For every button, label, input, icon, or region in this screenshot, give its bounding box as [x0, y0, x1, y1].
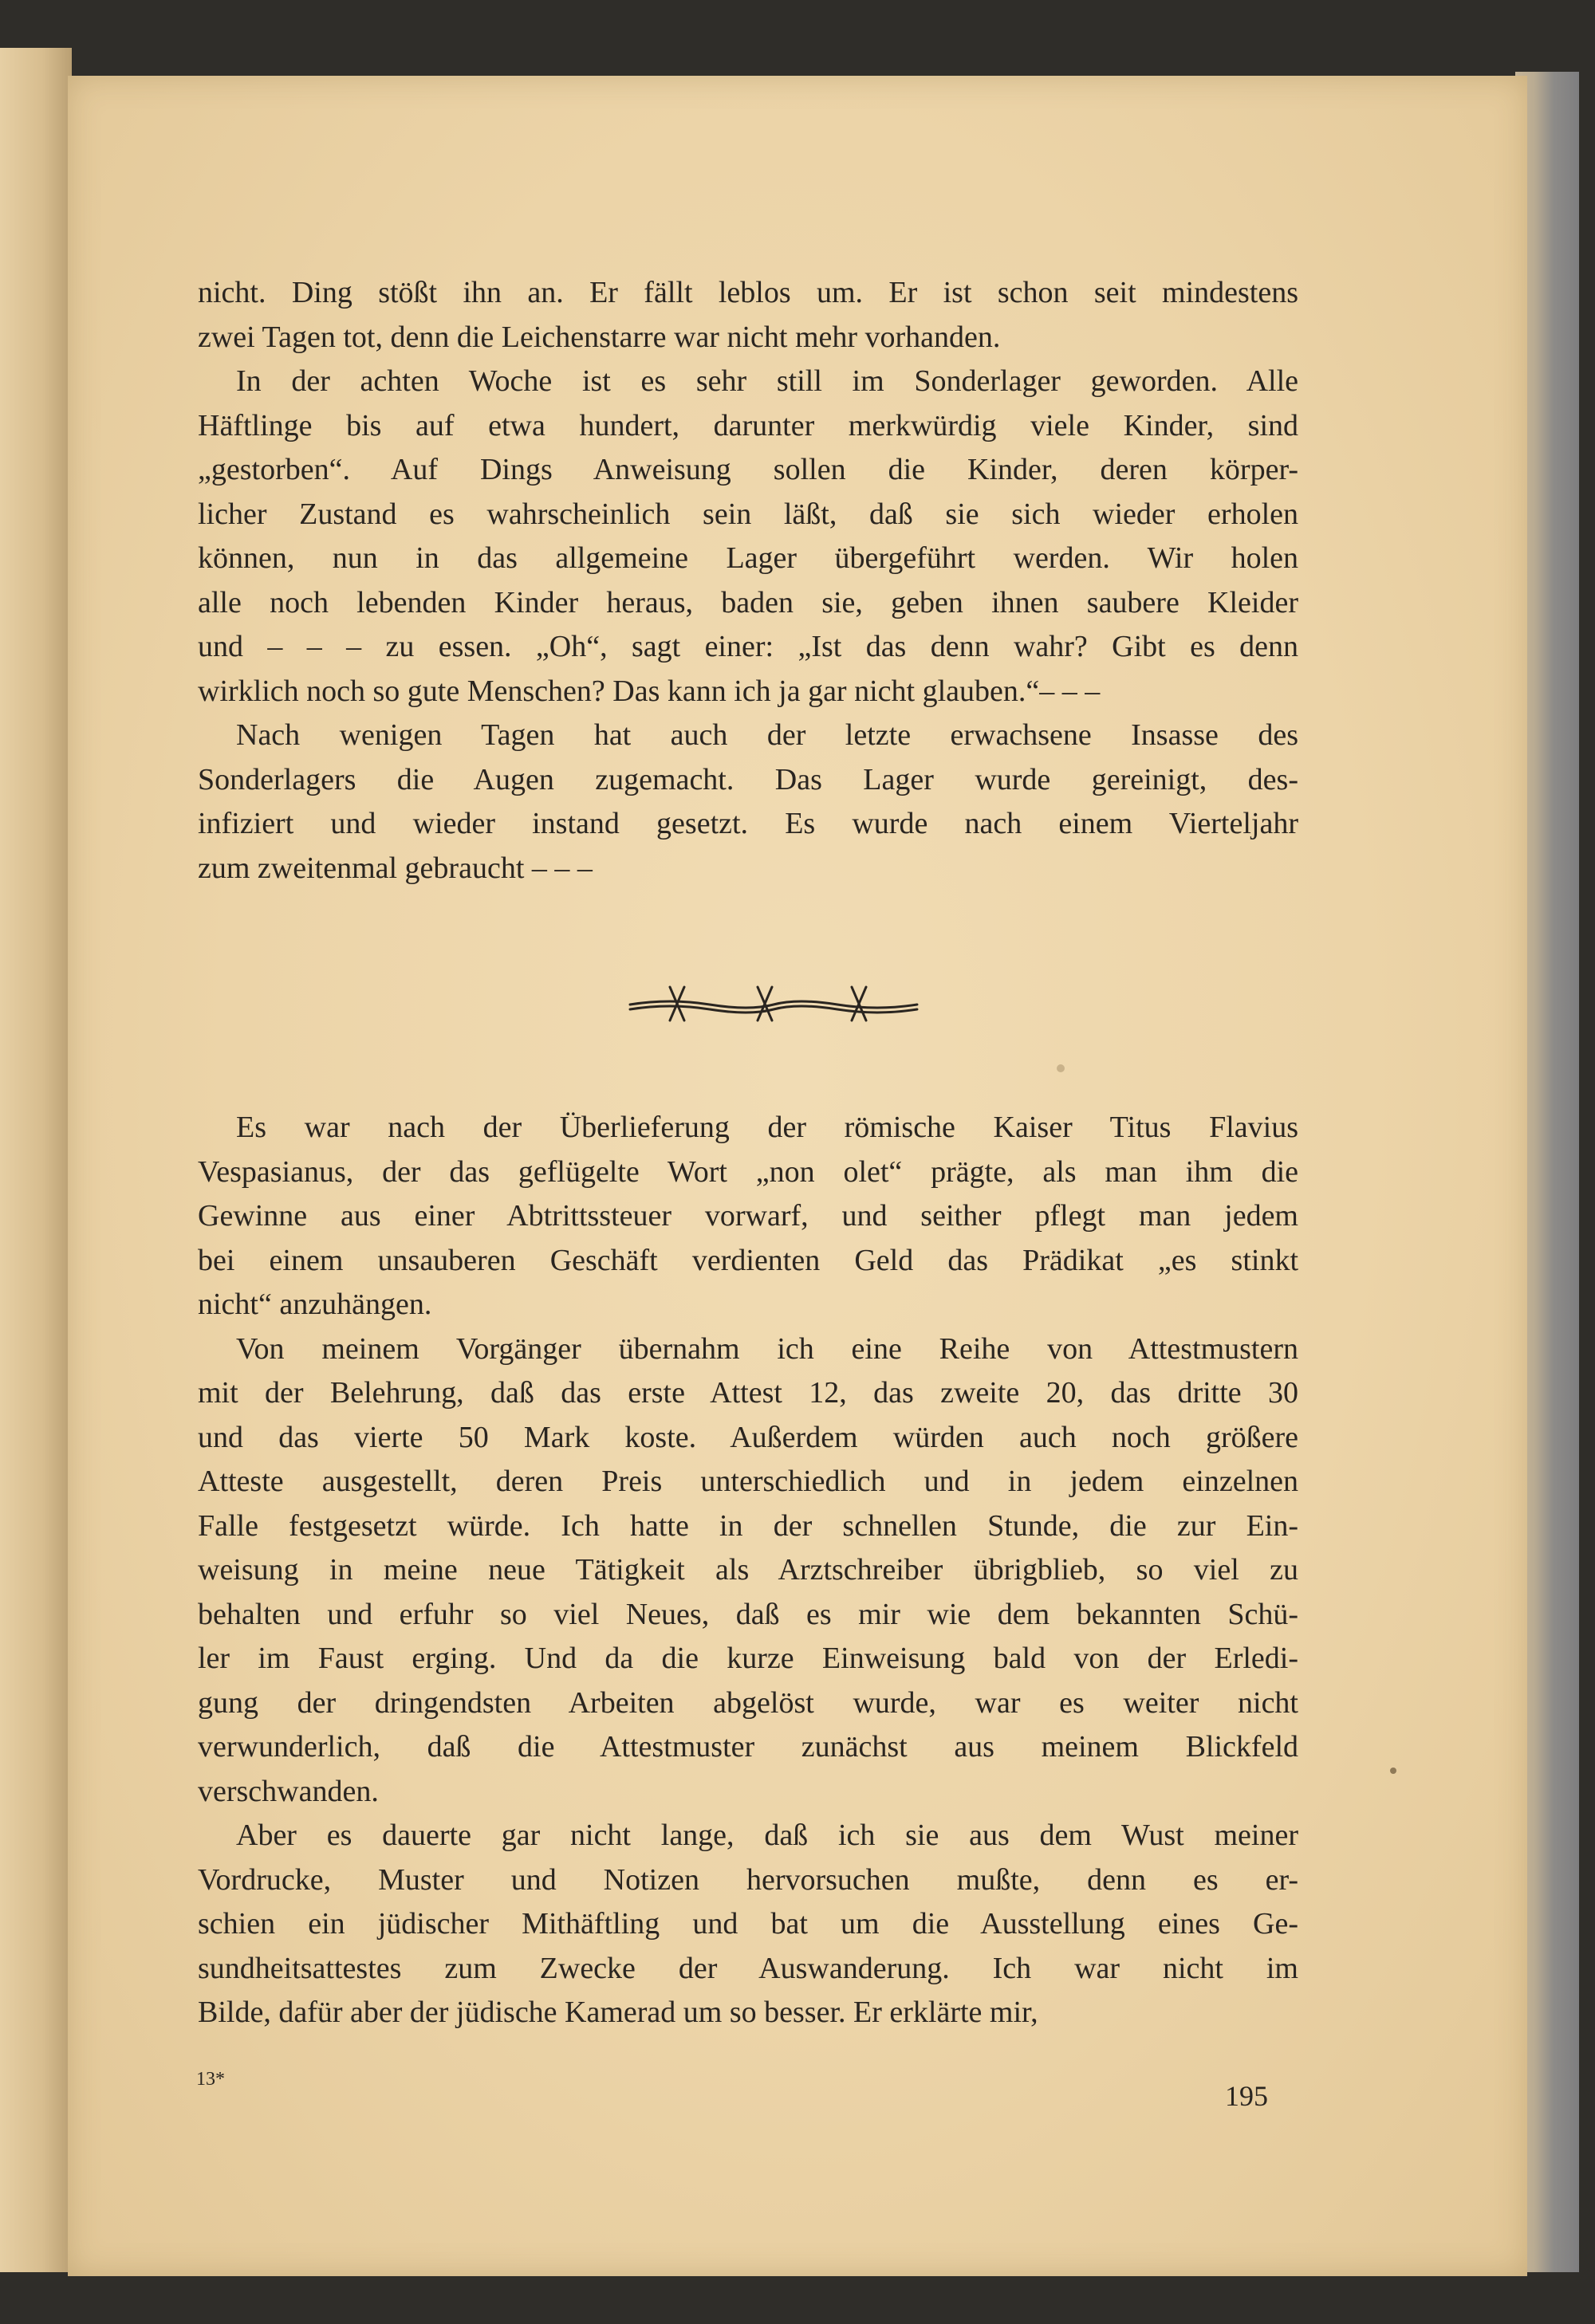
- paragraph: [198, 360, 1298, 714]
- text-line: zwei Tagen tot, denn die Leichenstarre war nicht mehr vorhanden.: [198, 320, 1001, 354]
- text-line: Es war nach der Überlieferung der römische Kaiser Titus Flavius: [236, 1111, 1298, 1144]
- text-line: „gestorben“. Auf Dings Anweisung sollen die Kinder, deren körper-: [198, 453, 1298, 486]
- text-line: Atteste ausgestellt, deren Preis unterschiedlich und in jedem einzelnen: [198, 1465, 1298, 1498]
- body-text: [198, 271, 1298, 2035]
- text-line: Vespasianus, der das geflügelte Wort „non olet“ prägte, als man ihm die: [198, 1154, 1298, 1189]
- signature-mark: 13*: [196, 2069, 225, 2090]
- text-line: ler im Faust erging. Und da die kurze Einweisung bald von der Erledi-: [198, 1642, 1298, 1675]
- text-line: und das vierte 50 Mark koste. Außerdem würden auch noch größere: [198, 1420, 1298, 1454]
- paragraph: [198, 1814, 1298, 2035]
- page-number: 195: [1225, 2080, 1268, 2112]
- paragraph: [198, 714, 1298, 891]
- text-line: Aber es dauerte gar nicht lange, daß ich sie aus dem Wust meiner: [236, 1819, 1298, 1852]
- text-line: Vordrucke, Muster und Notizen hervorsuchen mußte, denn es er-: [198, 1862, 1298, 1897]
- text-line: gung der dringendsten Arbeiten abgelöst wurde, war es weiter nicht: [198, 1685, 1298, 1720]
- text-line: mit der Belehrung, daß das erste Attest 12, das zweite 20, das dritte 30: [198, 1376, 1298, 1410]
- barbed-wire-ornament: [622, 979, 925, 1027]
- text-line: Falle festgesetzt würde. Ich hatte in der schnellen Stunde, die zur Ein-: [198, 1508, 1298, 1543]
- text-line: infiziert und wieder instand gesetzt. Es wurde nach einem Vierteljahr: [198, 807, 1298, 840]
- text-line: weisung in meine neue Tätigkeit als Arztschreiber übrigblieb, so viel zu: [198, 1553, 1298, 1587]
- text-line: Nach wenigen Tagen hat auch der letzte erwachsene Insasse des: [236, 718, 1298, 752]
- text-line: alle noch lebenden Kinder heraus, baden sie, geben ihnen saubere Kleider: [198, 585, 1298, 619]
- text-line: Häftlinge bis auf etwa hundert, darunter merkwürdig viele Kinder, sind: [198, 408, 1298, 442]
- text-line: Bilde, dafür aber der jüdische Kamerad um so besser. Er erklärte mir,: [198, 1996, 1038, 2029]
- text-line: verwunderlich, daß die Attestmuster zunächst aus meinem Blickfeld: [198, 1730, 1298, 1764]
- text-line: Von meinem Vorgänger übernahm ich eine Reihe von Attestmustern: [236, 1331, 1298, 1366]
- paragraph: [198, 1106, 1298, 1327]
- text-line: Gewinne aus einer Abtrittssteuer vorwarf, und seither pflegt man jedem: [198, 1199, 1298, 1233]
- text-line: licher Zustand es wahrscheinlich sein läßt, daß sie sich wieder erholen: [198, 497, 1298, 531]
- text-line: nicht. Ding stößt ihn an. Er fällt leblos um. Er ist schon seit mindestens: [198, 276, 1298, 309]
- text-line: behalten und erfuhr so viel Neues, daß es mir wie dem bekannten Schü-: [198, 1597, 1298, 1631]
- paragraph: [198, 271, 1298, 360]
- text-line: verschwanden.: [198, 1774, 379, 1808]
- text-line: Sonderlagers die Augen zugemacht. Das Lager wurde gereinigt, des-: [198, 762, 1298, 796]
- text-line: zum zweitenmal gebraucht – – –: [198, 851, 593, 885]
- text-line: schien ein jüdischer Mithäftling und bat um die Ausstellung eines Ge-: [198, 1907, 1298, 1941]
- text-line: sundheitsattestes zum Zwecke der Auswanderung. Ich war nicht im: [198, 1951, 1298, 1985]
- paragraph: [198, 1327, 1298, 1815]
- book-spine: [0, 48, 72, 2272]
- text-line: bei einem unsauberen Geschäft verdienten Geld das Prädikat „es stinkt: [198, 1243, 1298, 1277]
- text-line: und – – – zu essen. „Oh“, sagt einer: „Ist das denn wahr? Gibt es denn: [198, 630, 1298, 663]
- text-line: In der achten Woche ist es sehr still im Sonderlager geworden. Alle: [236, 364, 1298, 398]
- text-line: wirklich noch so gute Menschen? Das kann ich ja gar nicht glauben.“– – –: [198, 674, 1101, 708]
- text-line: nicht“ anzuhängen.: [198, 1288, 432, 1321]
- text-line: können, nun in das allgemeine Lager übergeführt werden. Wir holen: [198, 541, 1298, 575]
